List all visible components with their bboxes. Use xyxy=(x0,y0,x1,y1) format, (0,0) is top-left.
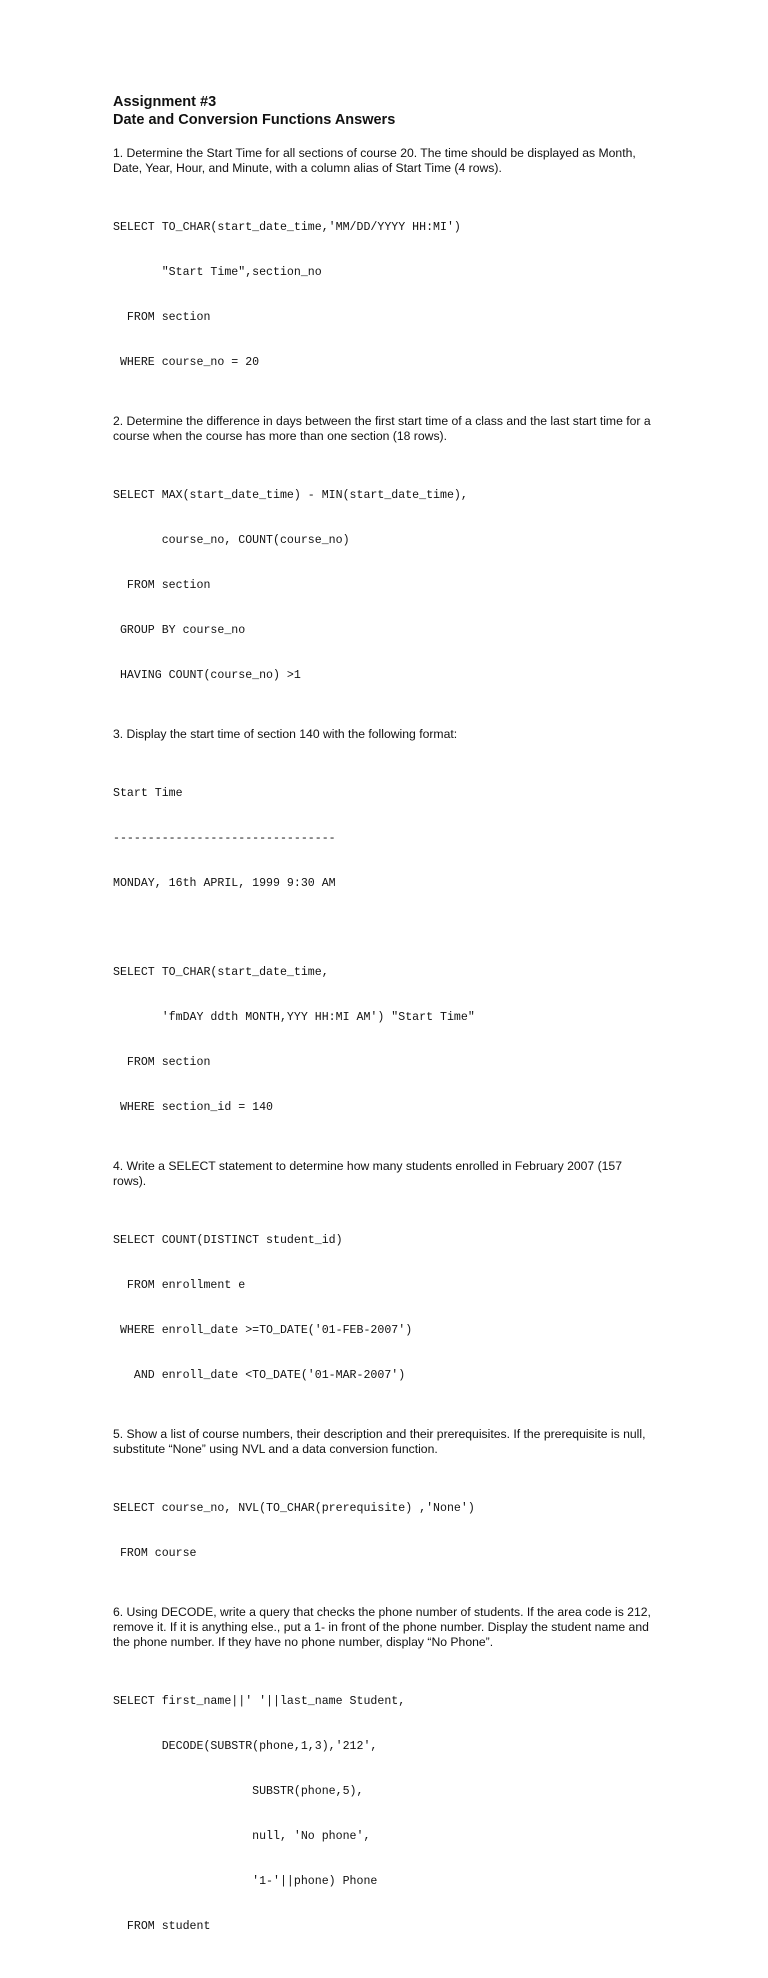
code-line: FROM student xyxy=(113,1920,211,1933)
question-text: 1. Determine the Start Time for all sections of course 20. The time should be displayed as Month, Date, Year, Hour, and Minute, with a column alias of Start Time (4 rows). xyxy=(113,146,636,175)
code-line: WHERE section_id = 140 xyxy=(113,1101,274,1114)
code-line: null, 'No phone', xyxy=(113,1830,371,1843)
code-line: SELECT COUNT(DISTINCT student_id) xyxy=(113,1234,343,1247)
question-5 xyxy=(113,1427,658,1591)
code-line: '1-'||phone) Phone xyxy=(113,1875,378,1888)
sample-header: Start Time xyxy=(113,787,183,800)
code-line: WHERE course_no = 20 xyxy=(113,356,260,369)
code-line: SELECT TO_CHAR(start_date_time, xyxy=(113,966,329,979)
sql-code-block xyxy=(113,1471,658,1591)
code-line: DECODE(SUBSTR(phone,1,3),'212', xyxy=(113,1740,378,1753)
document-page xyxy=(113,93,658,1978)
code-line: FROM section xyxy=(113,311,211,324)
code-line: AND enroll_date <TO_DATE('01-MAR-2007') xyxy=(113,1369,406,1382)
code-line: 'fmDAY ddth MONTH,YYY HH:MI AM') "Start Time" xyxy=(113,1011,475,1024)
question-text: 2. Determine the difference in days between the first start time of a class and the last start time for a course when the course has more than one section (18 rows). xyxy=(113,414,651,443)
code-line: HAVING COUNT(course_no) >1 xyxy=(113,669,301,682)
sample-value: MONDAY, 16th APRIL, 1999 9:30 AM xyxy=(113,877,336,890)
code-line: FROM course xyxy=(113,1547,197,1560)
code-line: FROM section xyxy=(113,1056,211,1069)
question-text: 4. Write a SELECT statement to determine how many students enrolled in February 2007 (157 rows). xyxy=(113,1159,622,1188)
code-line: SELECT TO_CHAR(start_date_time,'MM/DD/YYYY HH:MI') xyxy=(113,221,461,234)
code-line: "Start Time",section_no xyxy=(113,266,322,279)
assignment-subtitle: Date and Conversion Functions Answers xyxy=(113,112,396,128)
sql-code-block xyxy=(113,190,658,400)
sample-divider: -------------------------------- xyxy=(113,832,336,845)
question-text: 6. Using DECODE, write a query that checks the phone number of students. If the area code is 212, remove it. If it is anything else., put a 1- in front of the phone number. Display the student name and the phone number. If they have no phone number, display “No Phone”. xyxy=(113,1605,651,1649)
question-4 xyxy=(113,1159,658,1413)
sql-code-block xyxy=(113,1203,658,1413)
code-line: course_no, COUNT(course_no) xyxy=(113,534,350,547)
sql-code-block xyxy=(113,935,658,1145)
question-3 xyxy=(113,727,658,1145)
question-text: 3. Display the start time of section 140 with the following format: xyxy=(113,727,458,741)
question-text: 5. Show a list of course numbers, their description and their prerequisites. If the prerequisite is null, substitute “None” using NVL and a data conversion function. xyxy=(113,1427,646,1456)
sql-code-block xyxy=(113,458,658,713)
sample-output xyxy=(113,756,658,921)
code-line: SELECT first_name||' '||last_name Student, xyxy=(113,1695,406,1708)
code-line: GROUP BY course_no xyxy=(113,624,246,637)
code-line: SELECT course_no, NVL(TO_CHAR(prerequisite) ,'None') xyxy=(113,1502,475,1515)
code-line: SELECT MAX(start_date_time) - MIN(start_date_time), xyxy=(113,489,468,502)
question-2 xyxy=(113,414,658,713)
question-6 xyxy=(113,1605,658,1964)
code-line: WHERE enroll_date >=TO_DATE('01-FEB-2007') xyxy=(113,1324,413,1337)
document-header xyxy=(113,93,658,129)
code-line: SUBSTR(phone,5), xyxy=(113,1785,364,1798)
assignment-title: Assignment #3 xyxy=(113,94,217,110)
code-line: FROM enrollment e xyxy=(113,1279,246,1292)
question-1 xyxy=(113,146,658,400)
code-line: FROM section xyxy=(113,579,211,592)
sql-code-block xyxy=(113,1664,658,1964)
